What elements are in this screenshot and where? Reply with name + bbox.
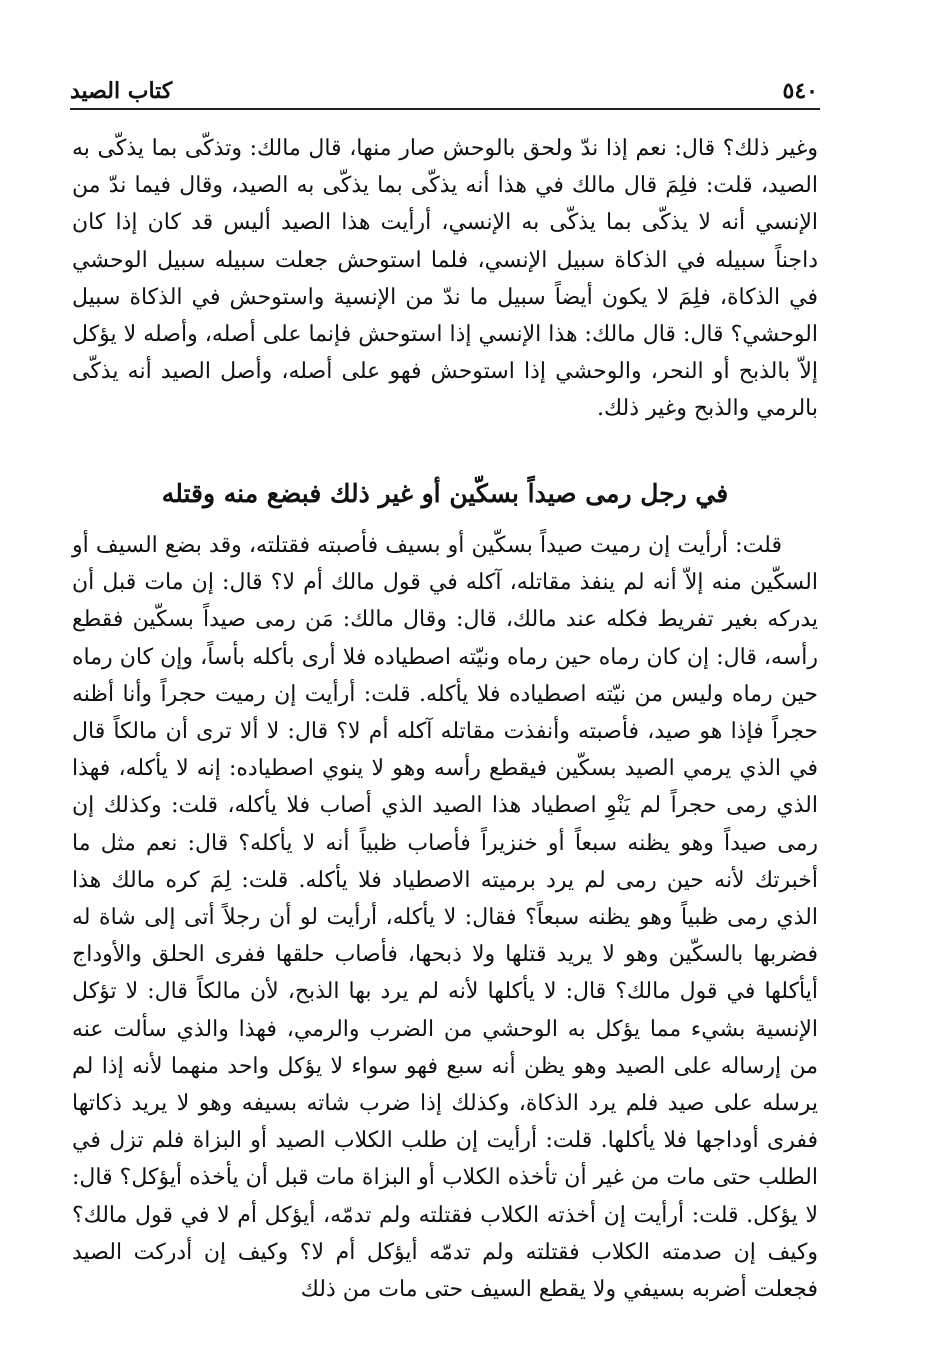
book-title: كتاب الصيد	[70, 78, 173, 104]
header-rule	[70, 108, 820, 110]
intro-paragraph: وغير ذلك؟ قال: نعم إذا ندّ ولحق بالوحش صار منها، قال مالك: وتذكّى بما يذكّى به الصيد، قلت: فلِمَ قال مالك في هذا أنه يذكّى بما يذكّى به الصيد، وقال فيما ندّ من الإنسي أنه لا يذكّى بما يذكّى به الإنسي، أرأيت هذا الصيد أليس قد كان إذا كان داجناً سبيله في الذكاة سبيل الإنسي، فلما استوحش جعلت سبيله سبيل الوحشي في الذكاة، فلِمَ لا يكون أيضاً سبيل ما ندّ من الإنسية واستوحش في الذكاة سبيل الوحشي؟ قال: قال مالك: هذا الإنسي إذا استوحش فإنما على أصله، وأصله لا يؤكل إلاّ بالذبح أو النحر، والوحشي إذا استوحش فهو على أصله، وأصل الصيد أنه يذكّى بالرمي والذبح وغير ذلك.	[72, 136, 818, 422]
main-paragraph: قلت: أرأيت إن رميت صيداً بسكّين أو بسيف فأصبته فقتلته، وقد بضع السيف أو السكّين منه إلاّ أنه لم ينفذ مقاتله، آكله في قول مالك أم لا؟ قال: إن مات قبل أن يدركه بغير تفريط فكله عند مالك، قال: وقال مالك: مَن رمى صيداً بسكّين فقطع رأسه، قال: إن كان رماه حين رماه ونيّته اصطياده فلا أرى بأكله بأساً، وإن كان رماه حين رماه وليس من نيّته اصطياده فلا يأكله. قلت: أرأيت إن رميت حجراً وأنا أظنه حجراً فإذا هو صيد، فأصبته وأنفذت مقاتله آكله أم لا؟ قال: لا ألا ترى أن مالكاً قال في الذي يرمي الصيد بسكّين فيقطع رأسه وهو لا ينوي اصطياده: إنه لا يأكله، فهذا الذي رمى حجراً لم يَنْوِ اصطياد هذا الصيد الذي أصاب فلا يأكله، قلت: وكذلك إن رمى صيداً وهو يظنه سبعاً أو خنزيراً فأصاب ظبياً أنه لا يأكله؟ قال: نعم مثل ما أخبرتك لأنه حين رمى لم يرد برميته الاصطياد فلا يأكله. قلت: لِمَ كره مالك هذا الذي رمى ظبياً وهو يظنه سبعاً؟ فقال: لا يأكله، أرأيت لو أن رجلاً أتى إلى شاة له فضربها بالسكّين وهو لا يريد قتلها ولا ذبحها، فأصاب حلقها ففرى الحلق والأوداج أيأكلها في قول مالك؟ قال: لا يأكلها لأنه لم يرد بها الذبح، لأن مالكاً قال: لا تؤكل الإنسية بشيء مما يؤكل به الوحشي من الضرب والرمي، فهذا والذي سألت عنه من إرساله على الصيد وهو يظن أنه سبع فهو سواء لا يؤكل واحد منهما لأنه إذا لم يرسله على صيد فلم يرد الذكاة، وكذلك إذا ضرب شاته بسيفه وهو لا يريد ذكاتها ففرى أوداجها فلا يأكلها. قلت: أرأيت إن طلب الكلاب الصيد أو البزاة فلم تزل في الطلب حتى مات من غير أن تأخذه الكلاب أو البزاة مات قبل أن يأخذه أيؤكل؟ قال: لا يؤكل. قلت: أرأيت إن أخذته الكلاب فقتلته ولم تدمّه، أيؤكل أم لا في قول مالك؟ وكيف إن صدمته الكلاب فقتلته ولم تدمّه أيؤكل أم لا؟ وكيف إن أدركت الصيد فجعلت أضربه بسيفي ولا يقطع السيف حتى مات من ذلك	[72, 533, 818, 1303]
page-number: ٥٤٠	[782, 78, 818, 104]
section-heading: في رجل رمى صيداً بسكّين أو غير ذلك فبضع منه وقتله	[161, 479, 729, 508]
running-head	[70, 70, 818, 104]
